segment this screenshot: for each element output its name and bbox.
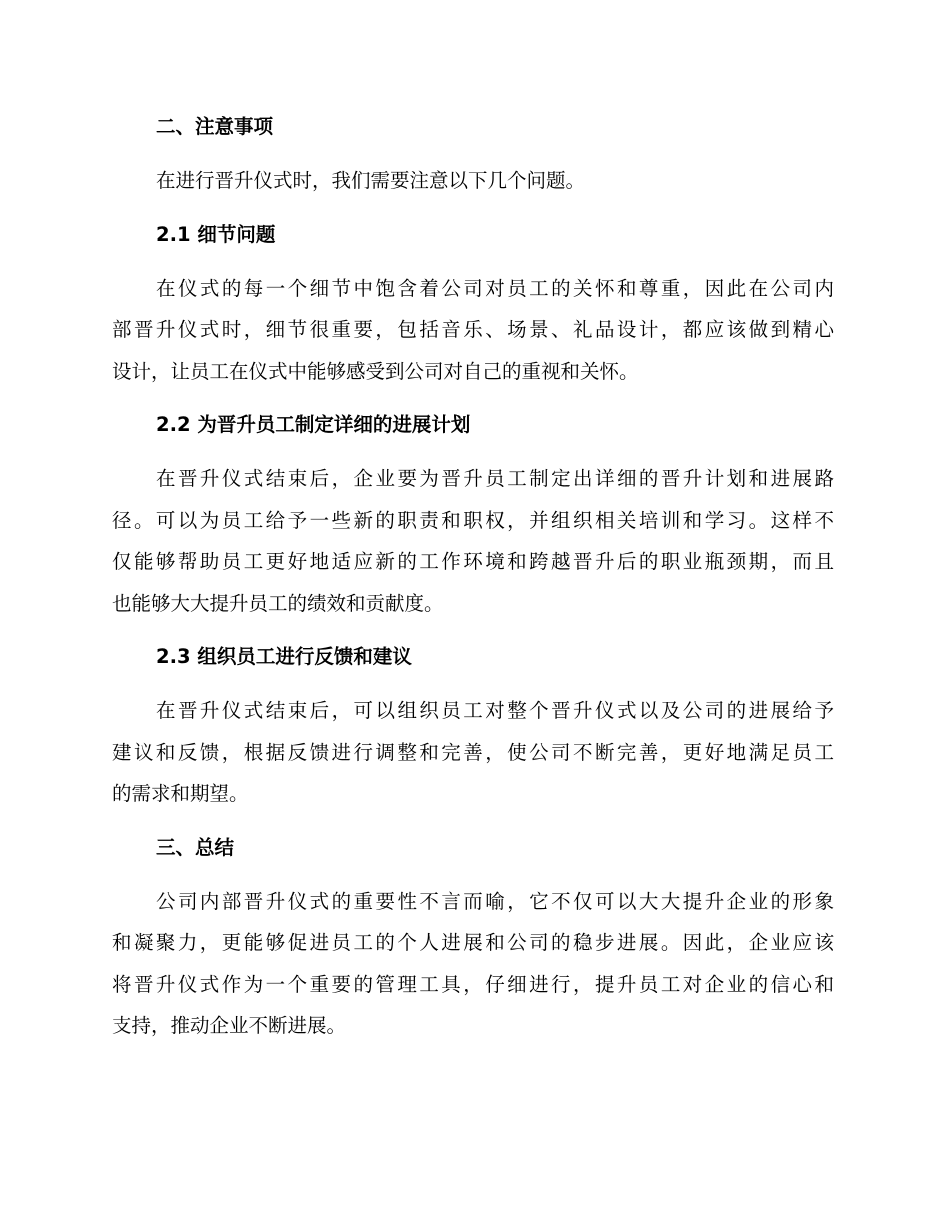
paragraph-notes-intro: [112, 160, 834, 202]
paragraph-line: 也能够大大提升员工的绩效和贡献度。: [112, 591, 444, 615]
paragraph-line: 在仪式的每一个细节中饱含着公司对员工的关怀和尊重，因此在公司内: [156, 276, 834, 300]
paragraph-line: 径。可以为员工给予一些新的职责和职权，并组织相关培训和学习。这样不: [112, 508, 834, 532]
paragraph-line: 支持，推动企业不断进展。: [112, 1014, 347, 1037]
section-heading-feedback: 2.3 组织员工进行反馈和建议: [156, 645, 412, 668]
paragraph-line: 仅能够帮助员工更好地适应新的工作环境和跨越晋升后的职业瓶颈期，而且: [112, 550, 834, 573]
section-heading-summary: 三、总结: [156, 835, 235, 859]
paragraph-line: 和凝聚力，更能够促进员工的个人进展和公司的稳步进展。因此，企业应该: [112, 931, 834, 954]
paragraph-line: 在晋升仪式结束后，可以组织员工对整个晋升仪式以及公司的进展给予: [156, 699, 834, 722]
paragraph-line: 在晋升仪式结束后，企业要为晋升员工制定出详细的晋升计划和进展路: [156, 467, 834, 490]
section-heading-plan: 2.2 为晋升员工制定详细的进展计划: [156, 413, 471, 436]
section-heading-details: 2.1 细节问题: [156, 222, 276, 246]
paragraph-line: 设计，让员工在仪式中能够感受到公司对自己的重视和关怀。: [112, 359, 639, 383]
paragraph-line: 在进行晋升仪式时，我们需要注意以下几个问题。: [156, 169, 586, 192]
paragraph-summary: [112, 881, 834, 1047]
paragraph-feedback: [112, 690, 834, 815]
paragraph-plan: [112, 458, 834, 624]
document-page: [112, 106, 834, 1059]
paragraph-line: 的需求和期望。: [112, 782, 249, 805]
paragraph-details: [112, 268, 834, 393]
paragraph-line: 建议和反馈，根据反馈进行调整和完善，使公司不断完善，更好地满足员工: [112, 740, 834, 764]
section-heading-notes: 二、注意事项: [156, 115, 274, 138]
paragraph-line: 将晋升仪式作为一个重要的管理工具，仔细进行，提升员工对企业的信心和: [112, 972, 834, 996]
paragraph-line: 部晋升仪式时，细节很重要，包括音乐、场景、礼品设计，都应该做到精心: [112, 318, 834, 341]
paragraph-line: 公司内部晋升仪式的重要性不言而喻，它不仅可以大大提升企业的形象: [156, 889, 834, 913]
